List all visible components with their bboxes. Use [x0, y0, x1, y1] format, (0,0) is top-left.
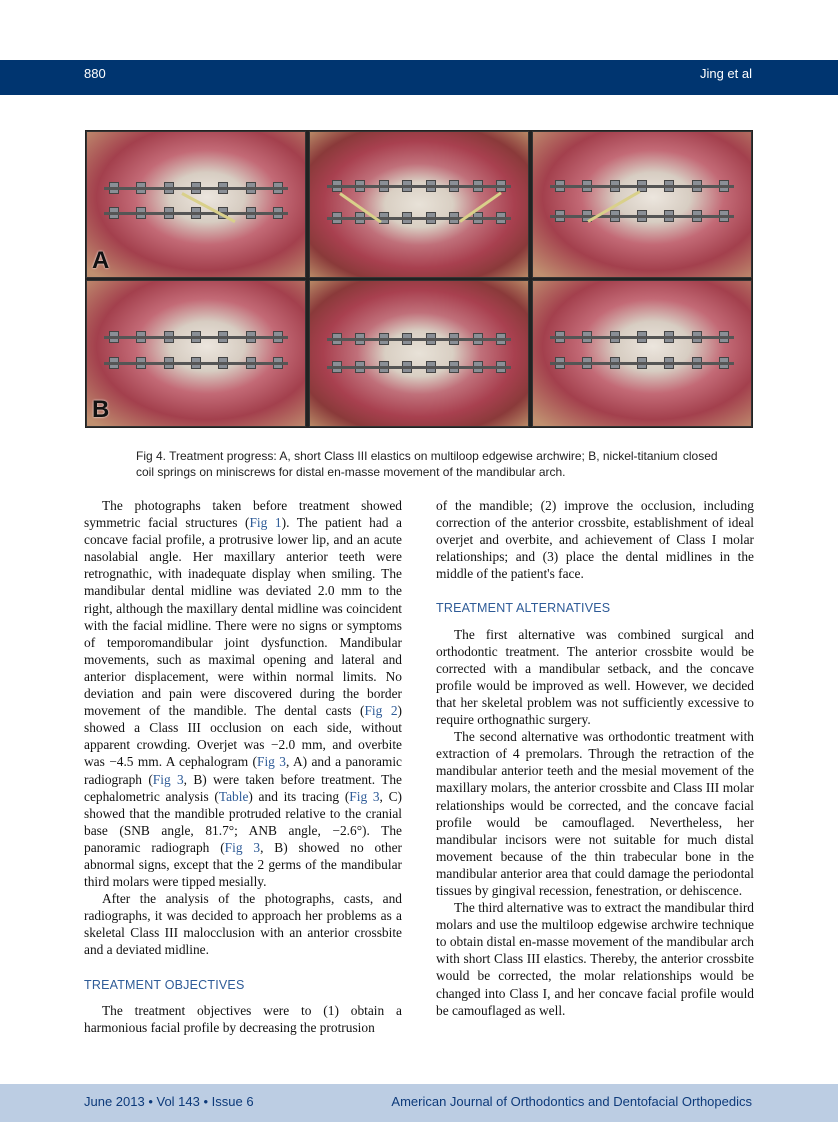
page-number: 880	[84, 66, 106, 81]
paragraph: After the analysis of the photographs, casts, and radiographs, it was decided to approach her problems as a skeletal Class III malocclusion with an anterior crossbite and a deviated midline.	[84, 891, 402, 958]
table-link[interactable]: Table	[218, 788, 249, 804]
paragraph: The third alternative was to extract the mandibular third molars and use the multiloop edgewise archwire technique to obtain distal en-masse movement of the mandibular arch with short Class III elastics. Thereby, the anterior crossbite would be corrected, the molar relationships would be changed into Class I, and her concave facial profile would be camouflaged as well.	[436, 900, 754, 1018]
fig-3-link[interactable]: Fig 3	[224, 839, 261, 855]
fig-3-link[interactable]: Fig 3	[349, 788, 380, 804]
running-footer	[0, 1084, 838, 1122]
paragraph: The treatment objectives were to (1) obtain a harmonious facial profile by decreasing the protrusion	[84, 1002, 402, 1035]
paragraph: The first alternative was combined surgical and orthodontic treatment. The anterior crossbite would be corrected with a mandibular setback, and the concave profile would be improved as well. However, we decided that her skeletal problem was not sufficiently excessive to require orthognathic surgery.	[436, 626, 754, 728]
right-column	[436, 497, 754, 1019]
photo-a-right	[532, 131, 752, 278]
figure-4	[85, 130, 753, 428]
left-column	[84, 497, 402, 1036]
figure-caption: Fig 4. Treatment progress: A, short Class III elastics on multiloop edgewise archwire; B, nickel-titanium closed coil springs on miniscrews for distal en-masse movement of the mandibular arch.	[136, 449, 718, 479]
fig-2-link[interactable]: Fig 2	[364, 703, 398, 719]
journal-name: American Journal of Orthodontics and Dentofacial Orthopedics	[391, 1094, 752, 1109]
photo-b-left	[86, 280, 306, 427]
photo-b-right	[532, 280, 752, 427]
photo-b-front	[309, 280, 529, 427]
running-header	[0, 60, 838, 95]
fig-1-link[interactable]: Fig 1	[249, 515, 282, 531]
fig-3-link[interactable]: Fig 3	[257, 754, 286, 770]
running-author: Jing et al	[699, 66, 752, 81]
section-heading-objectives: TREATMENT OBJECTIVES	[84, 977, 245, 992]
photo-a-left	[86, 131, 306, 278]
panel-label-a: A	[92, 247, 110, 274]
paragraph: The photographs taken before treatment showed symmetric facial structures (Fig 1). The patient had a concave facial profile, a protrusive lower lip, and an acute nasolabial angle. Her maxillary anterior teeth were retrognathic, with inadequate display when smiling. The mandibular dental midline was deviated 2.0 mm to the right, although the maxillary dental midline was coincident with the facial midline. There were no signs or symptoms of temporomandibular joint dysfunction. Mandibular movements, such as maximal opening and lateral and anterior displacement, were within normal limits. No deviation and pain were discovered during the border movement of the mandible. The dental casts (Fig 2) showed a Class III occlusion on each side, without apparent crowding. Overjet was −2.0 mm, and overbite was −4.5 mm. A cephalogram (Fig 3, A) and a panoramic radiograph (Fig 3, B) were taken before treatment. The cephalometric analysis (Table) and its tracing (Fig 3, C) showed that the mandible protruded relative to the cranial base (SNB angle, 81.7°; ANB angle, −2.6°). The panoramic radiograph (Fig 3, B) showed no other abnormal signs, except that the 2 germs of the mandibular third molars were tipped mesially.	[84, 498, 403, 890]
issue-info: June 2013 • Vol 143 • Issue 6	[84, 1094, 254, 1109]
panel-label-b: B	[92, 396, 110, 423]
fig-3-link[interactable]: Fig 3	[152, 771, 184, 787]
paragraph: The second alternative was orthodontic treatment with extraction of 4 premolars. Through the retraction of the mandibular anterior teeth and the mesial movement of the maxillary molars, the anterior crossbite and Class III molar relationships would be corrected, and the concave facial profile would be camouflaged. Nevertheless, her mandibular incisors were not suitable for much distal movement because of the thin trabecular bone in the mandibular anterior area that could damage the periodontal tissues by gingival recession, fenestration, or dehiscence.	[436, 729, 754, 898]
paragraph: of the mandible; (2) improve the occlusion, including correction of the anterior crossbite, establishment of ideal overjet and overbite, and achievement of Class I molar relationships; and (3) place the dental midlines in the middle of the patient's face.	[436, 498, 754, 582]
section-heading-alternatives: TREATMENT ALTERNATIVES	[436, 601, 611, 616]
photo-a-front	[309, 131, 529, 278]
